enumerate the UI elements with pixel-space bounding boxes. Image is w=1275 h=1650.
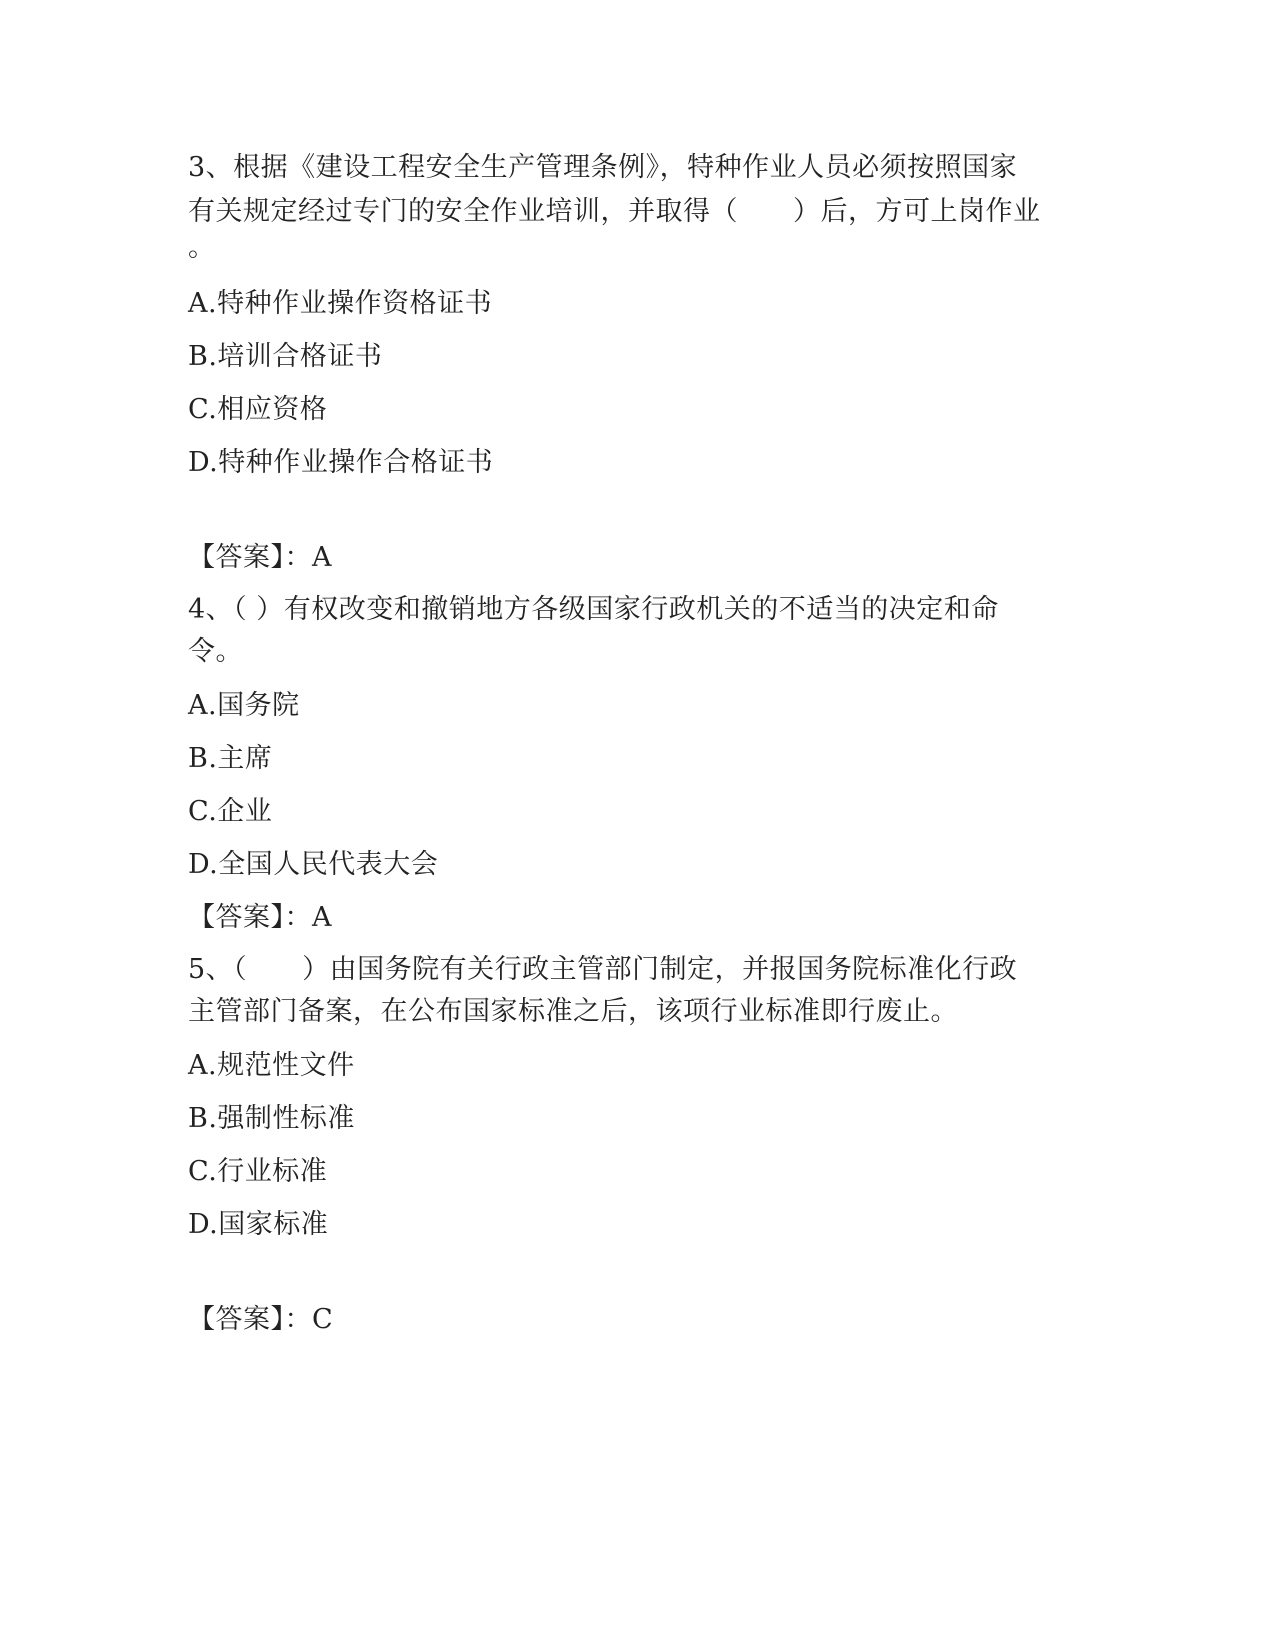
question-3-stem-line-3: 。 — [188, 232, 216, 263]
question-4-option-a: A.国务院 — [188, 690, 300, 721]
question-4-option-d: D.全国人民代表大会 — [188, 849, 439, 880]
question-3-option-b: B.培训合格证书 — [188, 341, 383, 372]
question-3-option-d: D.特种作业操作合格证书 — [188, 447, 494, 478]
question-4-stem-line-2: 令。 — [188, 636, 243, 667]
question-3-stem-line-2: 有关规定经过专门的安全作业培训，并取得（ ）后，方可上岗作业 — [188, 196, 1041, 227]
question-5-option-d: D.国家标准 — [188, 1209, 329, 1240]
question-5-option-b: B.强制性标准 — [188, 1103, 355, 1134]
question-5-option-a: A.规范性文件 — [188, 1050, 355, 1081]
question-3-option-c: C.相应资格 — [188, 394, 328, 425]
question-4-option-b: B.主席 — [188, 743, 273, 774]
question-5-answer: 【答案】：C — [188, 1304, 334, 1335]
question-4-option-c: C.企业 — [188, 796, 273, 827]
question-3-stem-line-1: 3、根据《建设工程安全生产管理条例》，特种作业人员必须按照国家 — [188, 152, 1018, 183]
question-4-stem-line-1: 4、（ ）有权改变和撤销地方各级国家行政机关的不适当的决定和命 — [188, 594, 999, 625]
question-3-option-a: A.特种作业操作资格证书 — [188, 288, 493, 319]
question-5-option-c: C.行业标准 — [188, 1156, 328, 1187]
question-4-answer: 【答案】：A — [188, 902, 332, 933]
question-5-stem-line-1: 5、（ ）由国务院有关行政主管部门制定，并报国务院标准化行政 — [188, 954, 1018, 985]
question-5-stem-line-2: 主管部门备案，在公布国家标准之后，该项行业标准即行废止。 — [188, 996, 958, 1027]
question-3-answer: 【答案】：A — [188, 542, 332, 573]
